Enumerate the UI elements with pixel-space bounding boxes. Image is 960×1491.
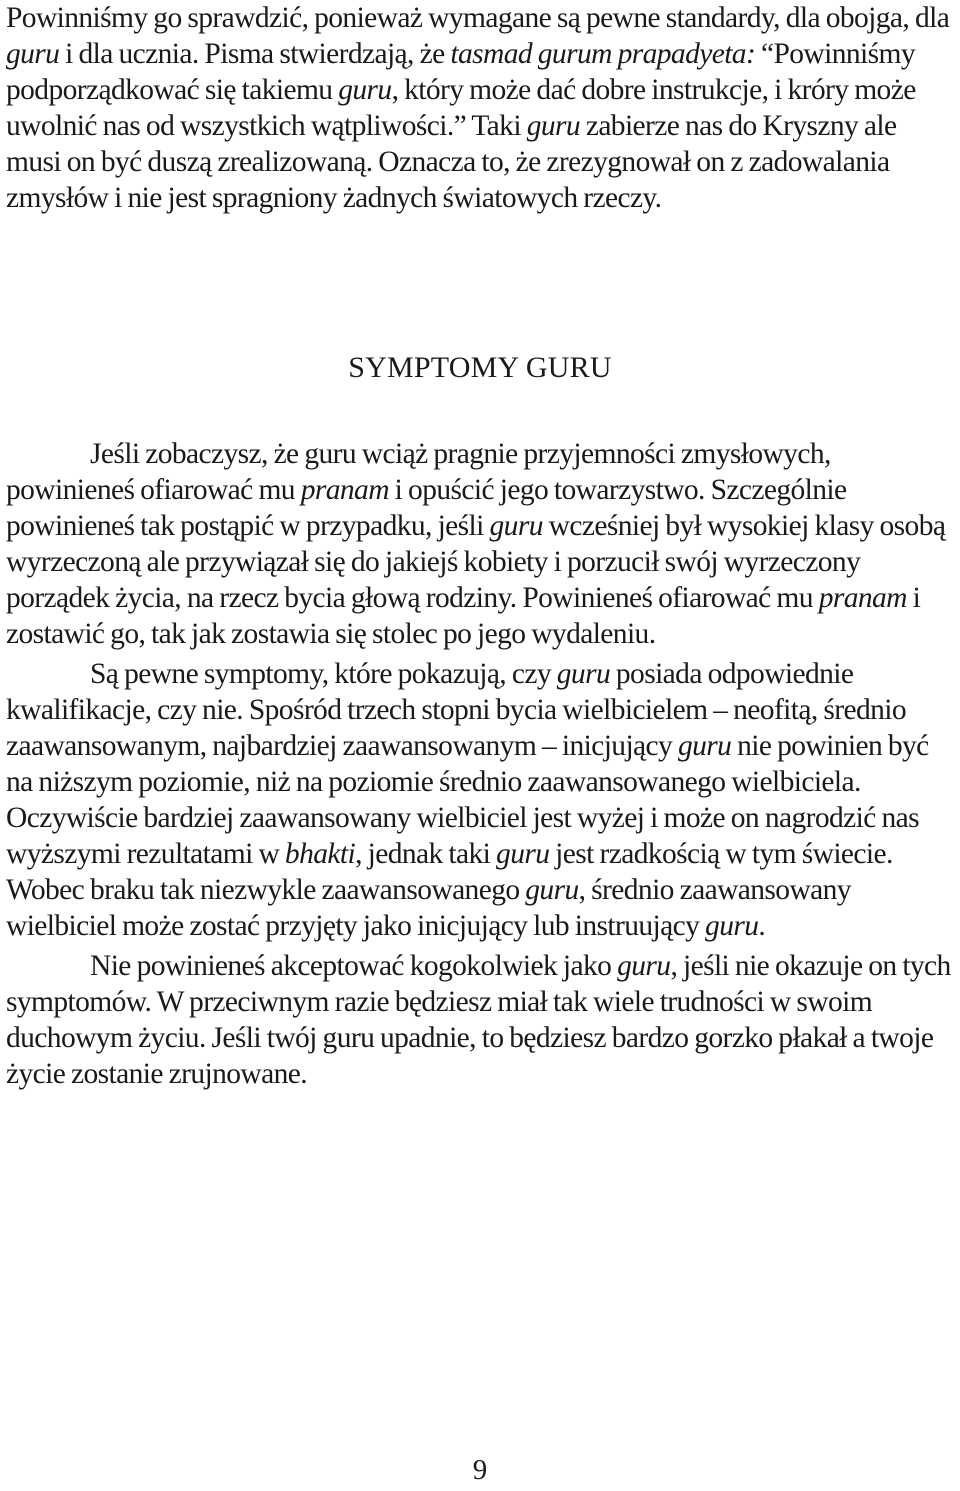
italic-term: guru (496, 838, 550, 870)
text-run: zabierze nas do Kryszny ale musi on być duszą zrealizowaną. Oznacza to, że zrezygnował on z zadowalania zmysłów i nie jest spragniony żadnych światowych rzeczy. (6, 110, 897, 214)
text-run: jest rzadkością w tym świecie. Wobec braku tak niezwykle zaawansowanego (6, 838, 893, 906)
italic-term: pranam (300, 474, 389, 506)
italic-term: guru (6, 38, 60, 70)
body-paragraph (6, 948, 954, 1092)
intro-text (6, 0, 954, 216)
italic-term: guru (556, 658, 611, 690)
page-number: 9 (472, 1454, 488, 1486)
body-paragraph (6, 656, 954, 944)
text-run: Nie powinieneś akceptować kogokolwiek jako (90, 950, 618, 982)
italic-term: tasmad gurum prapadyeta: (450, 38, 756, 70)
text-run: posiada odpowiednie kwalifikacje, czy nie. Spośród trzech stopni bycia wielbicielem – neofitą, średnio zaawansowanym, najbardziej zaawansowanym – inicjujący (6, 658, 907, 762)
text-run: , który może dać dobre instrukcje, i króry może uwolnić nas od wszystkich wątpliwości.” Taki (6, 74, 916, 142)
text-run: nie powinien być na niższym poziomie, niż na poziomie średnio zaawansowanego wielbiciela. Oczywiście bardziej zaawansowany wielbiciel jest wyżej i może on nagrodzić nas wyższymi rezultatami w (6, 730, 929, 870)
text-run: , jednak taki (355, 838, 497, 870)
text-run: Jeśli zobaczysz, że guru wciąż pragnie przyjemności zmysłowych, powinieneś ofiarować mu (6, 438, 831, 506)
italic-term: guru (525, 874, 579, 906)
text-run: , jeśli nie okazuje on tych symptomów. W przeciwnym razie będziesz miał tak wiele trudności w swoim duchowym życiu. Jeśli twój guru upadnie, to będziesz bardzo gorzko płakał a twoje życie zostanie zrujnowane. (6, 950, 951, 1090)
text-run: i dla ucznia. Pisma stwierdzają, że (59, 38, 451, 70)
italic-term: bhakti (284, 838, 356, 870)
text-run: i zostawić go, tak jak zostawia się stolec po jego wydaleniu. (6, 582, 921, 650)
text-run: , średnio zaawansowany wielbiciel może zostać przyjęty jako inicjujący lub instruujący (6, 874, 851, 942)
text-run: Są pewne symptomy, które pokazują, czy (90, 658, 557, 690)
section-heading: SYMPTOMY GURU (348, 351, 612, 384)
italic-term: pranam (818, 582, 907, 614)
text-run: wcześniej był wysokiej klasy osobą wyrzeczoną ale przywiązał się do jakiejś kobiety i porzucił swój wyrzeczony porządek życia, na rzecz bycia głową rodziny. Powinieneś ofiarować mu (6, 510, 946, 614)
text-run: “Powinniśmy podporządkować się takiemu (6, 38, 915, 106)
text-run: i opuścić jego towarzystwo. Szczególnie powinieneś tak postąpić w przypadku, jeśli (6, 474, 847, 542)
italic-term: guru (489, 510, 543, 542)
italic-term: guru (338, 74, 392, 106)
italic-term: guru (677, 730, 732, 762)
text-run: Powinniśmy go sprawdzić, ponieważ wymagane są pewne standardy, dla obojga, dla (6, 2, 950, 34)
text-run: . (758, 910, 766, 942)
section-body (6, 436, 954, 1092)
intro-paragraph (6, 0, 954, 216)
italic-term: guru (617, 950, 671, 982)
italic-term: guru (526, 110, 581, 142)
italic-term: guru (705, 910, 759, 942)
body-paragraph (6, 436, 954, 652)
